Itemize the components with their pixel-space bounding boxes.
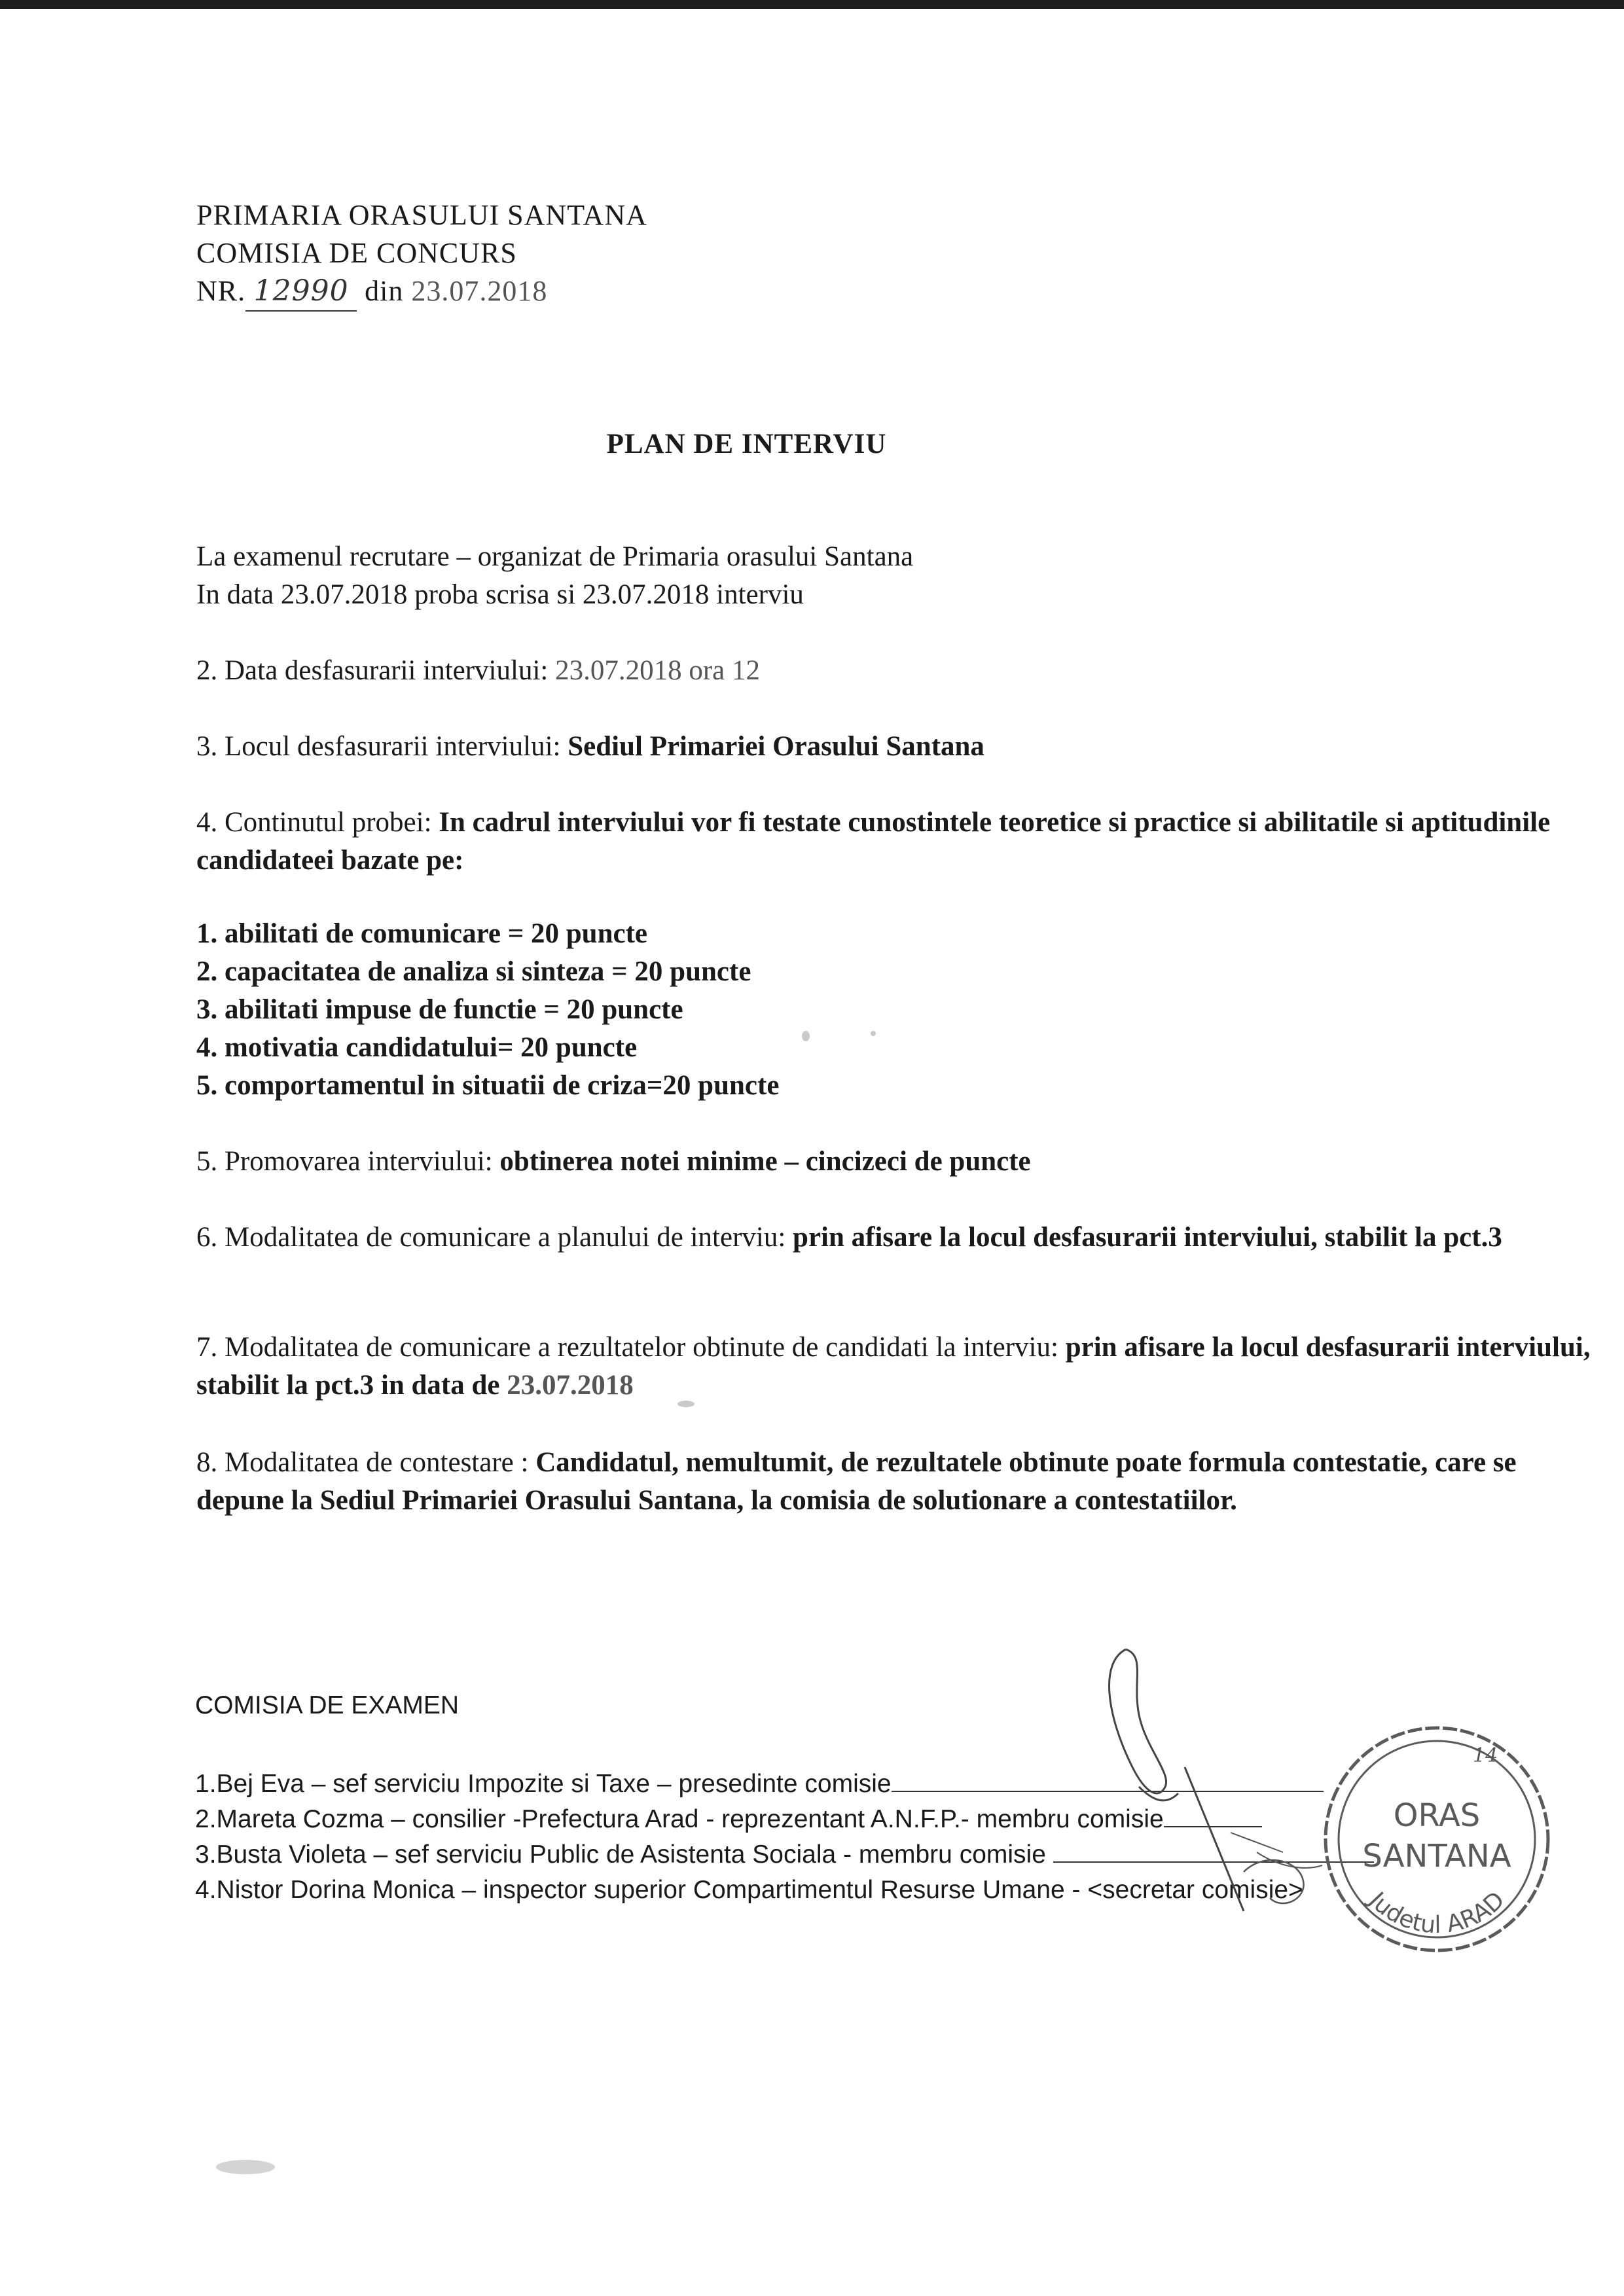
item-7-label: 7. Modalitatea de comunicare a rezultatelor obtinute de candidati la interviu: [196,1332,1058,1363]
item-3-value: Sediul Primariei Orasului Santana [568,731,984,762]
document-title: PLAN DE INTERVIU [606,429,887,459]
item-passing-criteria [196,1143,1031,1181]
item-appeal-procedure [196,1444,1591,1520]
stamp-middle-text: SANTANA [1362,1838,1511,1874]
item-8-label: 8. Modalitatea de contestare : [196,1447,529,1478]
stamp-corner-mark: 14 [1473,1744,1498,1767]
member-1-text: 1.Bej Eva – sef serviciu Impozite si Taxe – presedinte comisie [195,1770,892,1798]
scan-edge [0,0,1624,9]
nr-date-prefix: din [365,275,404,307]
scan-speck [802,1031,810,1041]
committee-name: COMISIA DE CONCURS [196,237,517,269]
nr-prefix: NR. [196,275,246,307]
criterion-communication: 1. abilitati de comunicare = 20 puncte [196,918,647,949]
item-3-label: 3. Locul desfasurarii interviului: [196,731,561,762]
item-5-label: 5. Promovarea interviului: [196,1146,493,1177]
item-7-value: prin afisare la locul desfasurarii interviului, stabilit la pct.3 in data de [196,1332,1591,1401]
nr-handwritten-value: 12990 [245,272,357,312]
registration-number [196,272,547,312]
intro-line-1: La examenul recrutare – organizat de Primaria orasului Santana [196,541,914,572]
item-results-communication [196,1329,1591,1405]
item-test-content [196,804,1591,880]
criterion-analysis: 2. capacitatea de analiza si sinteza = 20 puncte [196,956,751,987]
item-plan-communication [196,1219,1591,1257]
member-3-text: 3.Busta Violeta – sef serviciu Public de Asistenta Sociala - membru comisie [195,1840,1046,1869]
item-interview-date [196,652,760,690]
member-4-text: 4.Nistor Dorina Monica – inspector superior Compartimentul Resurse Umane - <secretar comisie> [195,1876,1303,1904]
scan-speck [216,2160,275,2174]
item-8-value: Candidatul, nemultumit, de rezultatele obtinute poate formula contestatie, care se depune la Sediul Primariei Orasului Santana, la comisia de solutionare a contestatiilor. [196,1447,1517,1516]
institution-name: PRIMARIA ORASULUI SANTANA [196,199,647,231]
item-6-label: 6. Modalitatea de comunicare a planului de interviu: [196,1222,786,1253]
item-7-date: 23.07.2018 [507,1370,634,1401]
commission-heading: COMISIA DE EXAMEN [195,1691,460,1719]
item-4-label: 4. Continutul probei: [196,807,432,838]
criterion-role-skills: 3. abilitati impuse de functie = 20 puncte [196,994,683,1025]
item-interview-location [196,728,984,766]
scan-speck [677,1401,695,1407]
stamp-bottom-text: Judetul ARAD [1363,1886,1510,1939]
scan-speck [871,1031,876,1036]
item-2-label: 2. Data desfasurarii interviului: [196,655,549,686]
official-stamp-icon [1309,1715,1564,1970]
item-5-value: obtinerea notei minime – cincizeci de puncte [499,1146,1031,1177]
member-2-text: 2.Mareta Cozma – consilier -Prefectura Arad - reprezentant A.N.F.P.- membru comisie [195,1805,1164,1833]
stamp-top-text: ORAS [1393,1797,1481,1834]
criterion-crisis-behavior: 5. comportamentul in situatii de criza=20 puncte [196,1070,780,1101]
item-4-value: In cadrul interviului vor fi testate cunostintele teoretice si practice si abilitatile si aptitudinile candidateei bazate pe: [196,807,1551,876]
nr-date: 23.07.2018 [411,275,548,307]
criterion-motivation: 4. motivatia candidatului= 20 puncte [196,1032,638,1063]
item-6-value: prin afisare la locul desfasurarii interviului, stabilit la pct.3 [793,1222,1502,1253]
item-2-value: 23.07.2018 ora 12 [555,655,760,686]
intro-line-2: In data 23.07.2018 proba scrisa si 23.07.2018 interviu [196,579,804,610]
